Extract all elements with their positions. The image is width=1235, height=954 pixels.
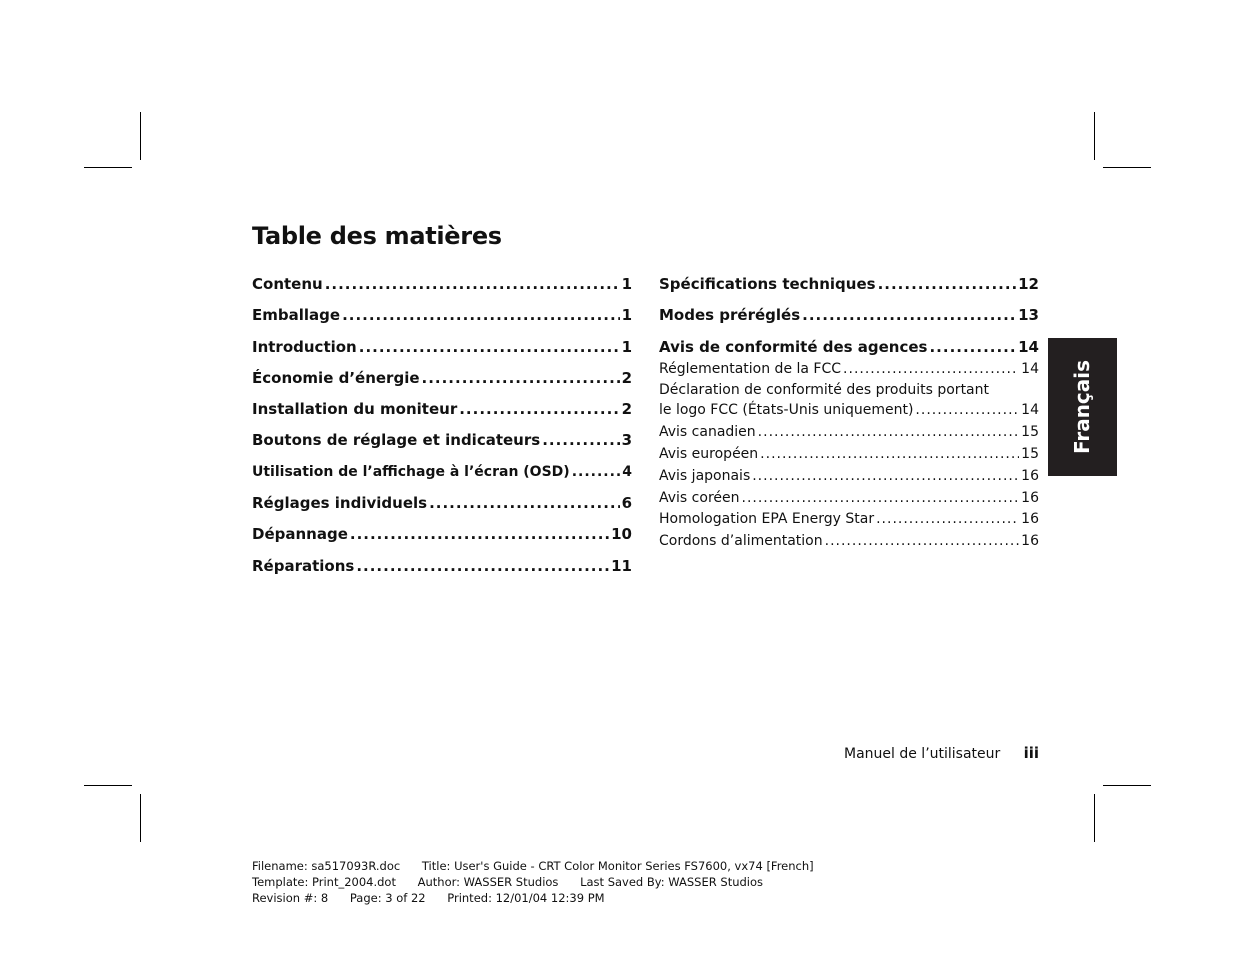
toc-subentry-line: Déclaration de conformité des produits portant — [659, 382, 989, 399]
toc-entry-label: Réglementation de la FCC — [659, 360, 842, 377]
metadata-row — [252, 874, 832, 890]
toc-entry-label: Avis coréen — [659, 489, 740, 506]
toc-leader — [752, 466, 1019, 486]
page-number: iii — [1023, 744, 1039, 762]
toc-entry[interactable] — [252, 556, 632, 587]
metadata-printed: Printed: 12/01/04 12:39 PM — [447, 891, 605, 905]
toc-entry-page: 4 — [622, 463, 632, 480]
toc-entry-label: Introduction — [252, 337, 357, 356]
toc-entry-label: Avis japonais — [659, 467, 751, 484]
toc-leader — [758, 422, 1020, 442]
toc-entry[interactable] — [252, 462, 632, 493]
toc-entry-page: 15 — [1021, 445, 1039, 462]
crop-mark — [84, 785, 132, 786]
manual-name: Manuel de l’utilisateur — [844, 746, 1001, 762]
toc-entry-page: 15 — [1021, 424, 1039, 441]
toc-entry-label: Avis de conformité des agences — [659, 337, 928, 356]
toc-leader — [572, 462, 621, 482]
crop-mark — [1094, 794, 1095, 842]
toc-leader — [742, 488, 1020, 508]
toc-entry-label: le logo FCC (États-Unis uniquement) — [659, 402, 914, 419]
toc-entry-page: 16 — [1021, 533, 1039, 550]
toc-leader — [915, 400, 1019, 420]
toc-entry-page: 11 — [611, 556, 632, 575]
toc-subentry[interactable] — [659, 400, 1039, 422]
metadata-row — [252, 858, 832, 874]
toc-entry-page: 10 — [611, 525, 632, 544]
toc-entry-label: Boutons de réglage et indicateurs — [252, 431, 541, 450]
page-title: Table des matières — [252, 222, 502, 250]
metadata-last-saved: Last Saved By: WASSER Studios — [580, 875, 764, 889]
toc-entry-page: 6 — [621, 494, 632, 513]
toc-entry-label: Cordons d’alimentation — [659, 533, 823, 550]
toc-entry-page: 16 — [1021, 489, 1039, 506]
toc-leader — [876, 509, 1019, 529]
metadata-row — [252, 890, 832, 906]
toc-entry[interactable] — [659, 305, 1039, 336]
metadata-author: Author: WASSER Studios — [417, 875, 559, 889]
toc-leader — [350, 524, 609, 544]
toc-leader — [459, 399, 619, 419]
toc-entry[interactable] — [252, 399, 632, 430]
toc-leader — [356, 556, 609, 576]
metadata-revision: Revision #: 8 — [252, 891, 329, 905]
toc-entry-page: 3 — [621, 431, 632, 450]
language-tab — [1048, 338, 1117, 476]
toc-right-column — [659, 274, 1039, 553]
toc-entry-page: 16 — [1021, 511, 1039, 528]
metadata-title: Title: User's Guide - CRT Color Monitor Series FS7600, vx74 [French] — [421, 859, 814, 873]
crop-mark — [1094, 112, 1095, 160]
metadata-page: Page: 3 of 22 — [349, 891, 426, 905]
toc-entry-label: Économie d’énergie — [252, 368, 420, 387]
toc-entry-page: 12 — [1018, 275, 1039, 293]
toc-entry-label: Avis canadien — [659, 424, 756, 441]
toc-entry-page: 2 — [621, 400, 632, 419]
metadata-template: Template: Print_2004.dot — [252, 875, 396, 889]
toc-leader — [359, 337, 620, 357]
toc-subentry[interactable] — [659, 531, 1039, 553]
document-metadata — [252, 858, 832, 906]
toc-entry-page: 13 — [1018, 306, 1039, 325]
toc-entry-label: Dépannage — [252, 525, 348, 544]
toc-entry-page: 1 — [621, 337, 632, 356]
toc-entry[interactable] — [252, 305, 632, 336]
toc-entry-label: Spécifications techniques — [659, 275, 876, 293]
crop-mark — [140, 112, 141, 160]
toc-entry[interactable] — [659, 337, 1039, 359]
crop-mark — [84, 167, 132, 168]
toc-entry-page: 2 — [621, 368, 632, 387]
toc-subentry[interactable] — [659, 488, 1039, 510]
toc-entry-page: 1 — [621, 275, 632, 293]
metadata-filename: Filename: sa517093R.doc — [252, 859, 401, 873]
toc-entry-label: Modes préréglés — [659, 306, 801, 325]
toc-leader — [802, 305, 1016, 325]
crop-mark — [140, 794, 141, 842]
toc-entry-label: Réglages individuels — [252, 494, 428, 513]
toc-entry-label: Installation du moniteur — [252, 400, 458, 419]
toc-entry[interactable] — [252, 274, 632, 305]
toc-entry-label: Réparations — [252, 556, 355, 575]
toc-subentry[interactable] — [659, 422, 1039, 444]
toc-leader — [429, 493, 619, 513]
toc-entry[interactable] — [252, 337, 632, 368]
toc-entry-label: Emballage — [252, 306, 341, 325]
toc-entry-label: Homologation EPA Energy Star — [659, 511, 875, 528]
toc-entry[interactable] — [252, 368, 632, 399]
toc-entry[interactable] — [252, 493, 632, 524]
toc-leader — [542, 430, 619, 450]
toc-entry[interactable] — [659, 274, 1039, 305]
toc-entry-page: 16 — [1021, 467, 1039, 484]
toc-entry[interactable] — [252, 524, 632, 555]
toc-entry-page: 14 — [1021, 360, 1039, 377]
toc-leader — [825, 531, 1020, 551]
toc-entry-label: Avis européen — [659, 445, 759, 462]
crop-mark — [1103, 167, 1151, 168]
page-footer — [844, 744, 1039, 762]
toc-left-column — [252, 274, 632, 587]
toc-entry-page: 14 — [1018, 337, 1039, 356]
toc-leader — [760, 444, 1019, 464]
toc-entry-page: 1 — [621, 306, 632, 325]
toc-entry-page: 14 — [1021, 402, 1039, 419]
language-tab-label: Français — [1070, 359, 1095, 455]
toc-leader — [929, 337, 1016, 357]
toc-leader — [325, 274, 620, 294]
toc-leader — [843, 359, 1019, 379]
toc-leader — [422, 368, 620, 388]
toc-entry-label: Utilisation de l’affichage à l’écran (OSD) — [252, 463, 570, 480]
toc-leader — [342, 305, 620, 325]
toc-subentry[interactable] — [659, 509, 1039, 531]
crop-mark — [1103, 785, 1151, 786]
toc-subentry[interactable] — [659, 444, 1039, 466]
toc-entry-label: Contenu — [252, 275, 323, 293]
toc-subentry[interactable] — [659, 466, 1039, 488]
toc-entry[interactable] — [252, 430, 632, 461]
toc-subentry[interactable] — [659, 359, 1039, 381]
toc-leader — [878, 274, 1017, 294]
